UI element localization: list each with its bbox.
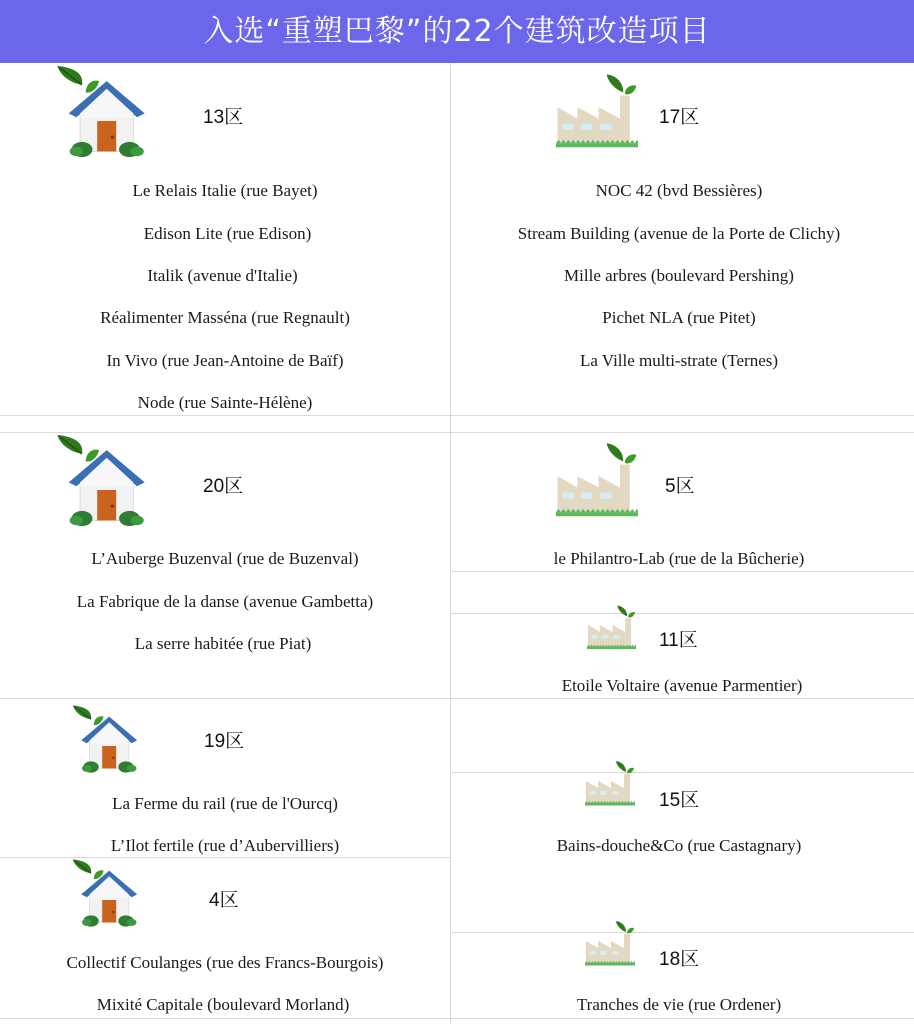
factory-with-leaves-icon [585, 754, 635, 814]
project-item: L’Auberge Buzenval (rue de Buzenval) [91, 549, 359, 568]
house-with-leaves-icon [52, 64, 150, 159]
district-label: 11区 [659, 630, 698, 651]
project-item: le Philantro-Lab (rue de la Bûcherie) [553, 549, 805, 568]
district-label: 5区 [665, 476, 695, 497]
factory-with-leaves-icon [556, 66, 638, 158]
project-item: Node (rue Sainte-Hélène) [137, 393, 313, 412]
project-item: Tranches de vie (rue Ordener) [576, 995, 782, 1014]
section-divider [450, 613, 914, 614]
district-label: 19区 [204, 731, 245, 752]
district-label: 20区 [203, 476, 244, 497]
page-title: 入选“重塑巴黎”的22个建筑改造项目 [0, 0, 914, 63]
project-item: Etoile Voltaire (avenue Parmentier) [561, 676, 803, 695]
project-item: La Ferme du rail (rue de l'Ourcq) [112, 794, 338, 813]
project-item: Mixité Capitale (boulevard Morland) [96, 995, 350, 1014]
section-divider [450, 571, 914, 572]
district-label: 4区 [209, 890, 239, 911]
house-with-leaves-icon [52, 433, 150, 528]
section-divider [0, 415, 914, 416]
district-label: 15区 [659, 790, 700, 811]
project-item: In Vivo (rue Jean-Antoine de Baïf) [106, 351, 344, 370]
section-divider [0, 1018, 914, 1019]
project-item: Bains-douche&Co (rue Castagnary) [556, 836, 802, 855]
section-divider [450, 932, 914, 933]
project-item: L’Ilot fertile (rue d’Aubervilliers) [110, 836, 340, 855]
section-divider [0, 698, 914, 699]
factory-with-leaves-icon [587, 598, 636, 658]
house-with-leaves-icon [62, 858, 148, 928]
house-with-leaves-icon [62, 704, 148, 774]
project-item: La serre habitée (rue Piat) [134, 634, 312, 653]
column-divider [450, 63, 451, 1024]
section-divider [450, 772, 914, 773]
district-label: 18区 [659, 949, 700, 970]
district-label: 13区 [203, 107, 244, 128]
project-item: La Fabrique de la danse (avenue Gambetta) [76, 592, 374, 611]
project-item: Stream Building (avenue de la Porte de Clichy) [517, 224, 841, 243]
project-item: NOC 42 (bvd Bessières) [595, 181, 763, 200]
district-label: 17区 [659, 107, 700, 128]
project-item: Italik (avenue d'Italie) [147, 266, 298, 285]
project-item: Réalimenter Masséna (rue Regnault) [100, 308, 350, 327]
project-item: Collectif Coulanges (rue des Francs-Bourgois) [66, 953, 384, 972]
project-item: Edison Lite (rue Edison) [143, 224, 312, 243]
factory-with-leaves-icon [585, 914, 635, 974]
project-item: Mille arbres (boulevard Pershing) [564, 266, 794, 285]
project-item: Le Relais Italie (rue Bayet) [132, 181, 318, 200]
project-item: Pichet NLA (rue Pitet) [602, 308, 756, 327]
factory-with-leaves-icon [556, 435, 638, 527]
project-item: La Ville multi-strate (Ternes) [579, 351, 779, 370]
